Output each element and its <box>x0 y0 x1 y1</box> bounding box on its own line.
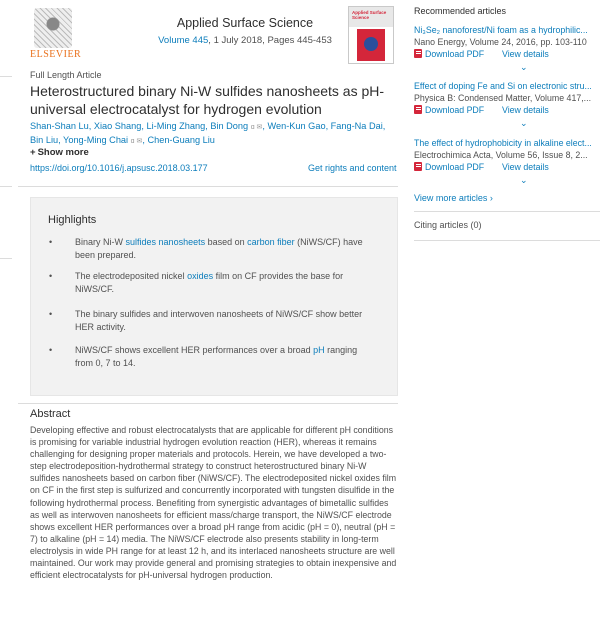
download-pdf-label: Download PDF <box>425 49 485 59</box>
recommended-title-link[interactable]: Ni₃Se₂ nanoforest/Ni foam as a hydrophilic... <box>414 25 588 35</box>
topic-link[interactable]: carbon fiber <box>247 237 295 247</box>
highlight-text: film on CF provides the base for NiWS/CF. <box>75 271 344 294</box>
recommended-article <box>414 137 600 185</box>
author-link[interactable]: Xiao Shang <box>93 121 142 131</box>
author-link[interactable]: Shan-Shan Lu <box>30 121 89 131</box>
author-link[interactable]: Bin Dong <box>210 121 249 131</box>
recommended-article <box>414 80 600 128</box>
recommended-title-link[interactable]: Effect of doping Fe and Si on electronic stru... <box>414 81 592 91</box>
recommended-article <box>414 24 600 72</box>
highlights-box <box>30 197 398 396</box>
gutter-tick <box>0 76 12 77</box>
recommended-source: Electrochimica Acta, Volume 56, Issue 8, 2... <box>414 150 588 160</box>
pdf-icon <box>414 105 422 114</box>
article-type: Full Length Article <box>30 70 102 80</box>
bullet: • <box>49 271 53 281</box>
elsevier-wordmark: ELSEVIER <box>30 49 82 60</box>
rights-link[interactable]: Get rights and content <box>308 163 397 173</box>
journal-title-link[interactable]: Applied Surface Science <box>176 16 314 30</box>
journal-cover-image[interactable] <box>348 6 394 64</box>
gutter-tick <box>0 258 12 259</box>
show-more-label: Show more <box>37 147 89 158</box>
highlight-text: based on <box>205 237 248 247</box>
volume-link[interactable]: Volume 445 <box>158 35 209 46</box>
left-gutter <box>0 0 12 617</box>
highlight-text: The binary sulfides and interwoven nanosheets of NiWS/CF show better HER activity. <box>75 309 363 332</box>
highlight-text: ranging from 0, 7 to 14. <box>75 345 358 368</box>
author-separator: , <box>58 135 64 145</box>
author-separator: , <box>325 121 331 131</box>
recommended-source: Physica B: Condensed Matter, Volume 417,... <box>414 93 592 103</box>
pdf-icon <box>414 49 422 58</box>
divider <box>18 403 398 404</box>
abstract-title: Abstract <box>30 408 71 420</box>
download-pdf-link[interactable] <box>414 104 484 116</box>
elsevier-tree-icon <box>34 8 72 48</box>
citing-articles-toggle[interactable]: Citing articles (0) <box>414 220 482 230</box>
view-details-link[interactable]: View details <box>502 162 549 172</box>
corresponding-author-icon[interactable]: ɑ ✉ <box>130 138 143 145</box>
divider <box>18 186 398 187</box>
bullet: • <box>49 237 53 247</box>
author-separator: , <box>382 121 386 131</box>
author-separator: , <box>205 121 211 131</box>
issue-info: , 1 July 2018, Pages 445-453 <box>208 35 332 46</box>
chevron-down-icon[interactable]: ⌄ <box>520 62 528 72</box>
abstract-text: Developing effective and robust electrocatalysts that are applicable for different pH conditions is promising for variable industrial hydrogen evolution reaction (HER), whereas it remains challenging for designing proper materials and protocols. Herein, we have developed a two-step electrodeposition-hydrothermal strategy to construct heterostructured binary Ni-W sulfides nanosheets based on carbon fiber (NiWS/CF). The electrodeposited nickel oxides film on CF in the first step is sulfurized and concurrently incorporated with tungsten disulfide in the following hydrothermal process. Benefiting from synergistic advantages of bimetallic sulfides as well as interwoven nanosheets for efficient mass/charge transport, the NiWS/CF electrode shows excellent HER performances over a broad pH range from acidic (pH = 0), neutral (pH = 7) to alkaline (pH = 14) media. The NiWS/CF electrode also presents stability in long-term electrolysis in wide PH range for at least 12 h, and its interlaced nanosheets structure are well maintained. Our work may provide general and promising strategies to obtain inexpensive and efficient electrocatalysts for pH-universal hydrogen production. <box>30 425 397 581</box>
author-list <box>30 120 398 148</box>
bullet: • <box>49 309 53 319</box>
show-more-button[interactable] <box>30 147 89 158</box>
topic-link[interactable]: pH <box>313 345 325 355</box>
author-separator: , <box>88 121 94 131</box>
author-link[interactable]: Bin Liu <box>30 135 59 145</box>
publication-header <box>30 6 398 64</box>
topic-link[interactable]: nanosheets <box>158 237 206 247</box>
bullet: • <box>49 345 53 355</box>
highlight-text: The electrodeposited nickel <box>75 271 188 281</box>
chevron-down-icon[interactable]: ⌄ <box>520 175 528 185</box>
chevron-down-icon[interactable]: ⌄ <box>520 118 528 128</box>
highlight-text: (NiWS/CF) have been prepared. <box>75 237 363 260</box>
journal-issue <box>140 35 350 46</box>
author-link[interactable]: Wen-Kun Gao <box>267 121 326 131</box>
highlight-text: Binary Ni-W <box>75 237 126 247</box>
journal-title[interactable] <box>140 16 350 30</box>
article-title: Heterostructured binary Ni-W sulfides nanosheets as pH-universal electrocatalyst for hydrogen evolution <box>30 83 385 117</box>
corresponding-author-icon[interactable]: ɑ ✉ <box>250 124 263 131</box>
author-link[interactable]: Yong-Ming Chai <box>63 135 129 145</box>
pdf-icon <box>414 162 422 171</box>
author-separator: , <box>262 121 268 131</box>
author-separator: , <box>141 121 147 131</box>
download-pdf-link[interactable] <box>414 161 484 173</box>
recommended-source: Nano Energy, Volume 24, 2016, pp. 103-110 <box>414 37 587 47</box>
author-link[interactable]: Li-Ming Zhang <box>146 121 206 131</box>
cover-title: Applied Surface Science <box>352 10 387 20</box>
plus-icon: + <box>30 147 36 158</box>
doi-link[interactable]: https://doi.org/10.1016/j.apsusc.2018.03.177 <box>30 163 208 173</box>
divider <box>414 240 600 241</box>
recommended-title-link[interactable]: The effect of hydrophobicity in alkaline elect... <box>414 138 592 148</box>
view-details-link[interactable]: View details <box>502 105 549 115</box>
cover-art <box>357 29 385 61</box>
gutter-tick <box>0 186 12 187</box>
download-pdf-label: Download PDF <box>425 162 485 172</box>
author-link[interactable]: Fang-Na Dai <box>330 121 383 131</box>
download-pdf-label: Download PDF <box>425 105 485 115</box>
sidebar-title: Recommended articles <box>414 6 507 16</box>
highlight-text: NiWS/CF shows excellent HER performances over a broad <box>75 345 314 355</box>
download-pdf-link[interactable] <box>414 48 484 60</box>
author-separator: , <box>142 135 148 145</box>
divider <box>414 211 600 212</box>
topic-link[interactable]: oxides <box>187 271 214 281</box>
view-details-link[interactable]: View details <box>502 49 549 59</box>
topic-link[interactable]: sulfides <box>125 237 157 247</box>
elsevier-logo[interactable] <box>30 6 82 62</box>
view-more-articles-link[interactable]: View more articles › <box>414 193 493 203</box>
highlights-title: Highlights <box>48 214 97 226</box>
author-link[interactable]: Chen-Guang Liu <box>147 135 215 145</box>
